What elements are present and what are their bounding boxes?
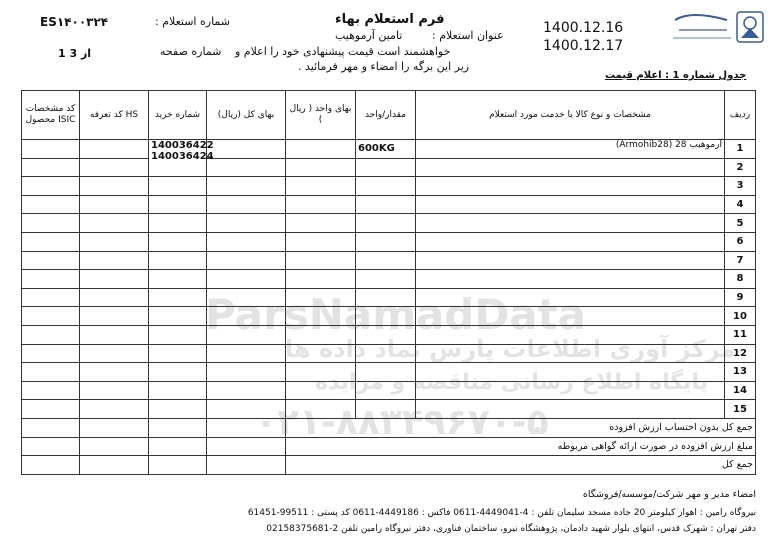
- ramin-logo-icon: [661, 6, 771, 50]
- price-inquiry-table: [21, 90, 756, 475]
- row-number: 2: [725, 158, 756, 177]
- table-row: [22, 232, 756, 251]
- inquiry-number-value: ES۱۴۰۰۳۲۴: [40, 15, 109, 29]
- watermark-phone: ۰۲۱-۸۸۳۴۹۶۷۰-۵: [255, 402, 549, 443]
- row-number: 6: [725, 232, 756, 251]
- isic-cell: [22, 140, 80, 159]
- row-number: 9: [725, 288, 756, 307]
- header-row-no: ردیف: [725, 91, 756, 140]
- header-unit-price: بهای واحد ( ریال ): [286, 91, 356, 140]
- hs-cell: [80, 140, 149, 159]
- table-row: [22, 270, 756, 289]
- row-number: 13: [725, 363, 756, 382]
- table-row: [22, 381, 756, 400]
- row-number: 3: [725, 177, 756, 196]
- order-no-cell: 140036422 140036424: [149, 140, 207, 177]
- summary-row-grand-total: [22, 456, 756, 475]
- row-number: 7: [725, 251, 756, 270]
- table-row: [22, 325, 756, 344]
- table-row: [22, 251, 756, 270]
- total-without-vat-label: جمع کل بدون احتساب ارزش افزوده: [286, 418, 756, 437]
- table-row: [22, 307, 756, 326]
- inquiry-title-label: عنوان استعلام :: [432, 29, 504, 42]
- row-number: 10: [725, 307, 756, 326]
- signature-label: امضاء مدیر و مهر شرکت/موسسه/فروشگاه: [582, 489, 756, 500]
- footer-address-2: دفتر تهران : شهرک قدس، انتهای بلوار شهید دادمان، پژوهشگاه نیرو، ساختمان فناوری، دفتر نیروگاه رامین تلفن 2-02158375681: [266, 524, 756, 534]
- page-number-label: شماره صفحه: [160, 45, 222, 58]
- grand-total-label: جمع کل: [286, 456, 756, 475]
- header-qty-unit: مقدار/واحد: [356, 91, 416, 140]
- watermark-line1: مرکز آوری اطلاعات پارس نماد داده ها: [285, 335, 736, 363]
- header-total-price: بهای کل (ریال): [207, 91, 286, 140]
- table-title: جدول شماره 1 : اعلام قیمت: [605, 70, 747, 81]
- row-number: 4: [725, 195, 756, 214]
- date-1: 1400.12.16: [543, 20, 624, 36]
- qty-cell: 600KG: [356, 140, 416, 159]
- form-title: فرم استعلام بهاء: [335, 12, 445, 27]
- header-hs: کد تعرفه HS: [80, 91, 149, 140]
- table-row: [22, 400, 756, 419]
- table-row: [22, 214, 756, 233]
- row-number: 12: [725, 344, 756, 363]
- description-cell: آرموهیب 28 (Armohib28): [416, 140, 725, 159]
- row-number: 11: [725, 325, 756, 344]
- header-order-no: شماره خرید: [149, 91, 207, 140]
- total-price-cell: [207, 140, 286, 159]
- header-description: مشخصات و نوع کالا یا خدمت مورد استعلام: [416, 91, 725, 140]
- instruction-line2: زیر این برگه را امضاء و مهر فرمائید .: [298, 60, 470, 73]
- row-number: 14: [725, 381, 756, 400]
- header-isic: کد مشخصات محصول ISIC: [22, 91, 80, 140]
- unit-price-cell: [286, 140, 356, 159]
- date-2: 1400.12.17: [543, 38, 624, 54]
- table-row: [22, 363, 756, 382]
- instruction-line1: خواهشمند است قیمت پیشنهادی خود را اعلام و: [235, 45, 451, 58]
- row-number: 15: [725, 400, 756, 419]
- table-row: [22, 140, 756, 159]
- watermark-line2: پایگاه اطلاع رسانی مناقصه و مزایده: [315, 370, 708, 395]
- page-number-value: 1 از 3: [58, 47, 92, 60]
- row-number: 1: [725, 140, 756, 159]
- inquiry-title-value: تامین آرموهیب: [335, 29, 403, 42]
- row-number: 5: [725, 214, 756, 233]
- table-row: [22, 195, 756, 214]
- footer-address-1: نیروگاه رامین : اهواز کیلومتر 20 جاده مسجد سلیمان تلفن : 4-4449041-0611 فاکس : 4449186-0611 کد پستی : 99511-61451: [247, 508, 756, 518]
- summary-row-vat: [22, 437, 756, 456]
- table-row: [22, 158, 756, 177]
- vat-amount-label: مبلغ ارزش افزوده در صورت ارائه گواهی مربوطه: [286, 437, 756, 456]
- inquiry-number-label: شماره استعلام :: [155, 15, 230, 28]
- table-row: [22, 177, 756, 196]
- watermark-brand: ParsNamadData: [205, 290, 586, 339]
- summary-row-total-without-vat: [22, 418, 756, 437]
- table-row: [22, 288, 756, 307]
- row-number: 8: [725, 270, 756, 289]
- table-row: [22, 344, 756, 363]
